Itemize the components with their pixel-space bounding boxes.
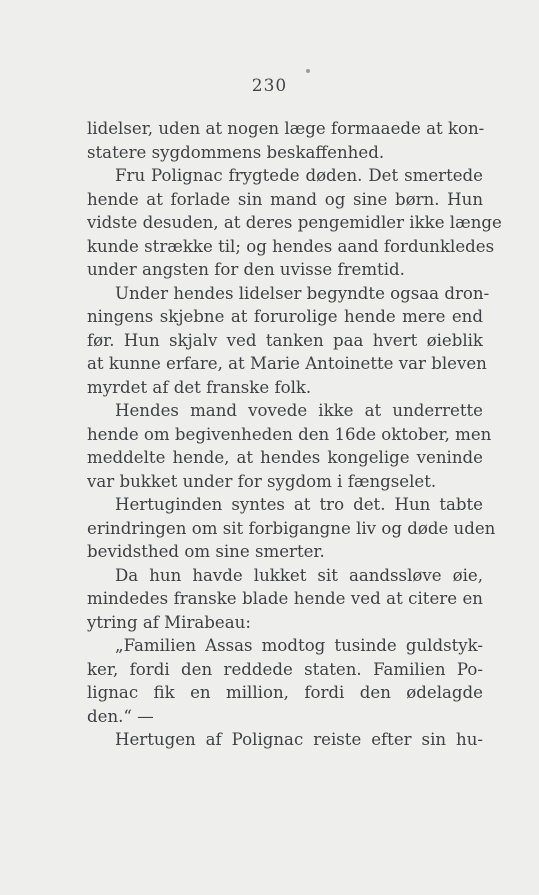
text-line: lignac fik en million, fordi den ødelagde xyxy=(87,683,483,702)
text-line: under angsten for den uvisse fremtid. xyxy=(87,260,405,279)
text-line: Fru Polignac frygtede døden. Det smertede xyxy=(115,166,483,185)
text-line: lidelser, uden at nogen læge formaaede at kon- xyxy=(87,119,485,138)
text-line: før. Hun skjalv ved tanken paa hvert øieblik xyxy=(87,330,483,350)
text-line: ningens skjebne at forurolige hende mere end xyxy=(87,307,483,326)
text-line: den.“ — xyxy=(87,706,154,726)
text-line: Under hendes lidelser begyndte ogsaa dron- xyxy=(115,283,490,303)
text-line: Hendes mand vovede ikke at underrette xyxy=(115,401,483,420)
text-line: vidste desuden, at deres pengemidler ikke længe xyxy=(87,213,502,232)
text-line: var bukket under for sygdom i fængselet. xyxy=(87,471,437,491)
text-line: hende om begivenheden den 16de oktober, men xyxy=(87,424,492,444)
text-line: myrdet af det franske folk. xyxy=(87,377,312,397)
text-line: ker, fordi den reddede staten. Familien Po- xyxy=(87,659,483,679)
text-line: erindringen om sit forbigangne liv og døde uden xyxy=(87,518,496,538)
text-line: meddelte hende, at hendes kongelige veninde xyxy=(87,448,483,467)
text-line: mindedes franske blade hende ved at citere en xyxy=(87,589,483,608)
text-line: kunde strække til; og hendes aand fordunkledes xyxy=(87,236,495,256)
text-line: bevidsthed om sine smerter. xyxy=(87,542,325,561)
text-line: Hertugen af Polignac reiste efter sin hu- xyxy=(115,730,483,749)
text-line: statere sygdommens beskaffenhed. xyxy=(87,142,385,162)
text-line: hende at forlade sin mand og sine børn. Hun xyxy=(87,189,483,209)
text-line: at kunne erfare, at Marie Antoinette var bleven xyxy=(87,354,487,373)
text-line: „Familien Assas modtog tusinde guldstyk- xyxy=(115,636,483,655)
text-line: Da hun havde lukket sit aandssløve øie, xyxy=(115,565,483,585)
body-text xyxy=(87,117,502,752)
text-line: ytring af Mirabeau: xyxy=(87,612,251,632)
text-line: Hertuginden syntes at tro det. Hun tabte xyxy=(115,495,483,514)
page-number: 230 xyxy=(251,76,288,96)
ink-mark xyxy=(306,69,310,73)
